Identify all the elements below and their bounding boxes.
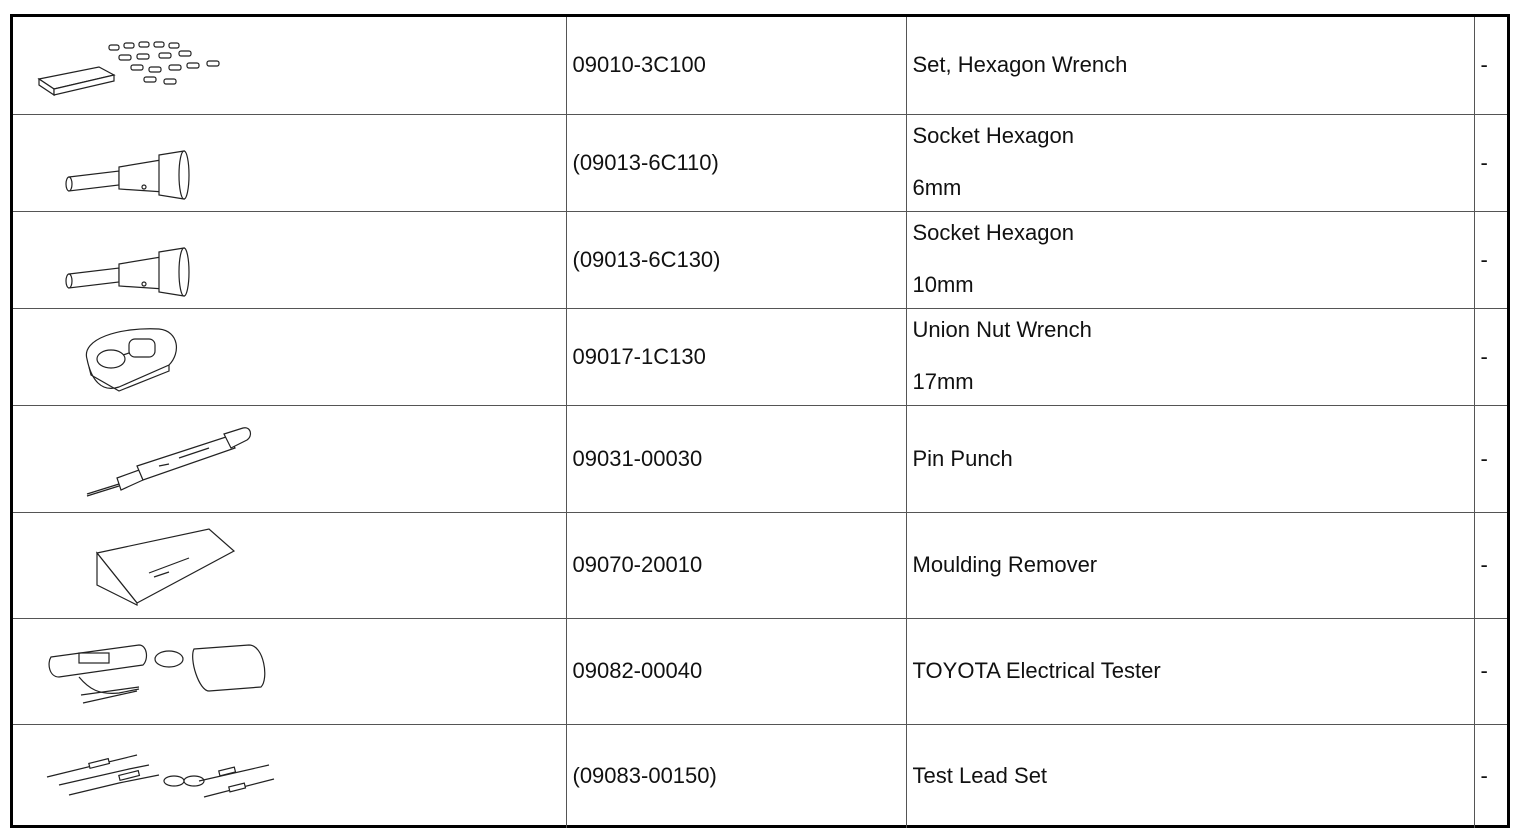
part-number-cell: 09017-1C130 — [566, 308, 906, 405]
tool-name-cell — [906, 17, 1474, 114]
table-row — [13, 618, 1507, 724]
table-row — [13, 17, 1507, 114]
tool-name-cell — [906, 618, 1474, 724]
part-number-cell: 09070-20010 — [566, 512, 906, 618]
table-row — [13, 211, 1507, 308]
note-cell: - — [1474, 308, 1507, 405]
note-cell: - — [1474, 211, 1507, 308]
tool-size: 17mm — [912, 368, 974, 394]
tool-name: TOYOTA Electrical Tester — [912, 658, 1161, 683]
part-number-cell: 09031-00030 — [566, 405, 906, 512]
note-cell: - — [1474, 114, 1507, 211]
socket-hexagon-icon — [19, 115, 571, 211]
tool-name: Test Lead Set — [912, 763, 1048, 789]
illustration-cell — [13, 114, 566, 211]
tool-name-cell — [906, 405, 1474, 512]
special-tools-table-frame — [10, 14, 1510, 828]
electrical-tester-icon — [19, 619, 571, 724]
tool-name-cell — [906, 724, 1474, 828]
hexagon-wrench-set-icon — [19, 17, 571, 113]
tool-name-cell — [906, 308, 1474, 405]
tool-name: Set, Hexagon Wrench — [912, 52, 1128, 78]
note-cell: - — [1474, 512, 1507, 618]
table-row — [13, 308, 1507, 405]
illustration-cell — [13, 618, 566, 724]
test-lead-set-icon — [19, 725, 571, 828]
table-row — [13, 114, 1507, 211]
illustration-cell — [13, 308, 566, 405]
note-cell: - — [1474, 17, 1507, 114]
tool-size: 6mm — [912, 174, 962, 200]
table-row — [13, 724, 1507, 828]
illustration-cell — [13, 405, 566, 512]
illustration-cell — [13, 17, 566, 114]
note-cell: - — [1474, 405, 1507, 512]
socket-hexagon-icon — [19, 212, 571, 308]
special-tools-table — [13, 17, 1507, 828]
union-nut-wrench-icon — [19, 309, 571, 405]
illustration-cell — [13, 512, 566, 618]
tool-name-cell — [906, 211, 1474, 308]
table-row — [13, 512, 1507, 618]
tool-name: Moulding Remover — [912, 552, 1098, 577]
tool-name: Socket Hexagon — [912, 122, 1074, 148]
table-row — [13, 405, 1507, 512]
pin-punch-icon — [19, 406, 571, 512]
tool-name-cell — [906, 512, 1474, 618]
tool-name: Socket Hexagon — [912, 219, 1074, 245]
part-number-cell: 09010-3C100 — [566, 17, 906, 114]
part-number-cell: (09013-6C130) — [566, 211, 906, 308]
part-number-cell: (09083-00150) — [566, 724, 906, 828]
illustration-cell — [13, 724, 566, 828]
note-cell: - — [1474, 618, 1507, 724]
tool-size: 10mm — [912, 271, 974, 297]
part-number-cell: (09013-6C110) — [566, 114, 906, 211]
tool-name-cell — [906, 114, 1474, 211]
note-cell: - — [1474, 724, 1507, 828]
moulding-remover-icon — [19, 513, 571, 618]
tool-name: Union Nut Wrench — [912, 316, 1092, 342]
tool-name: Pin Punch — [912, 445, 1013, 471]
illustration-cell — [13, 211, 566, 308]
part-number-cell: 09082-00040 — [566, 618, 906, 724]
